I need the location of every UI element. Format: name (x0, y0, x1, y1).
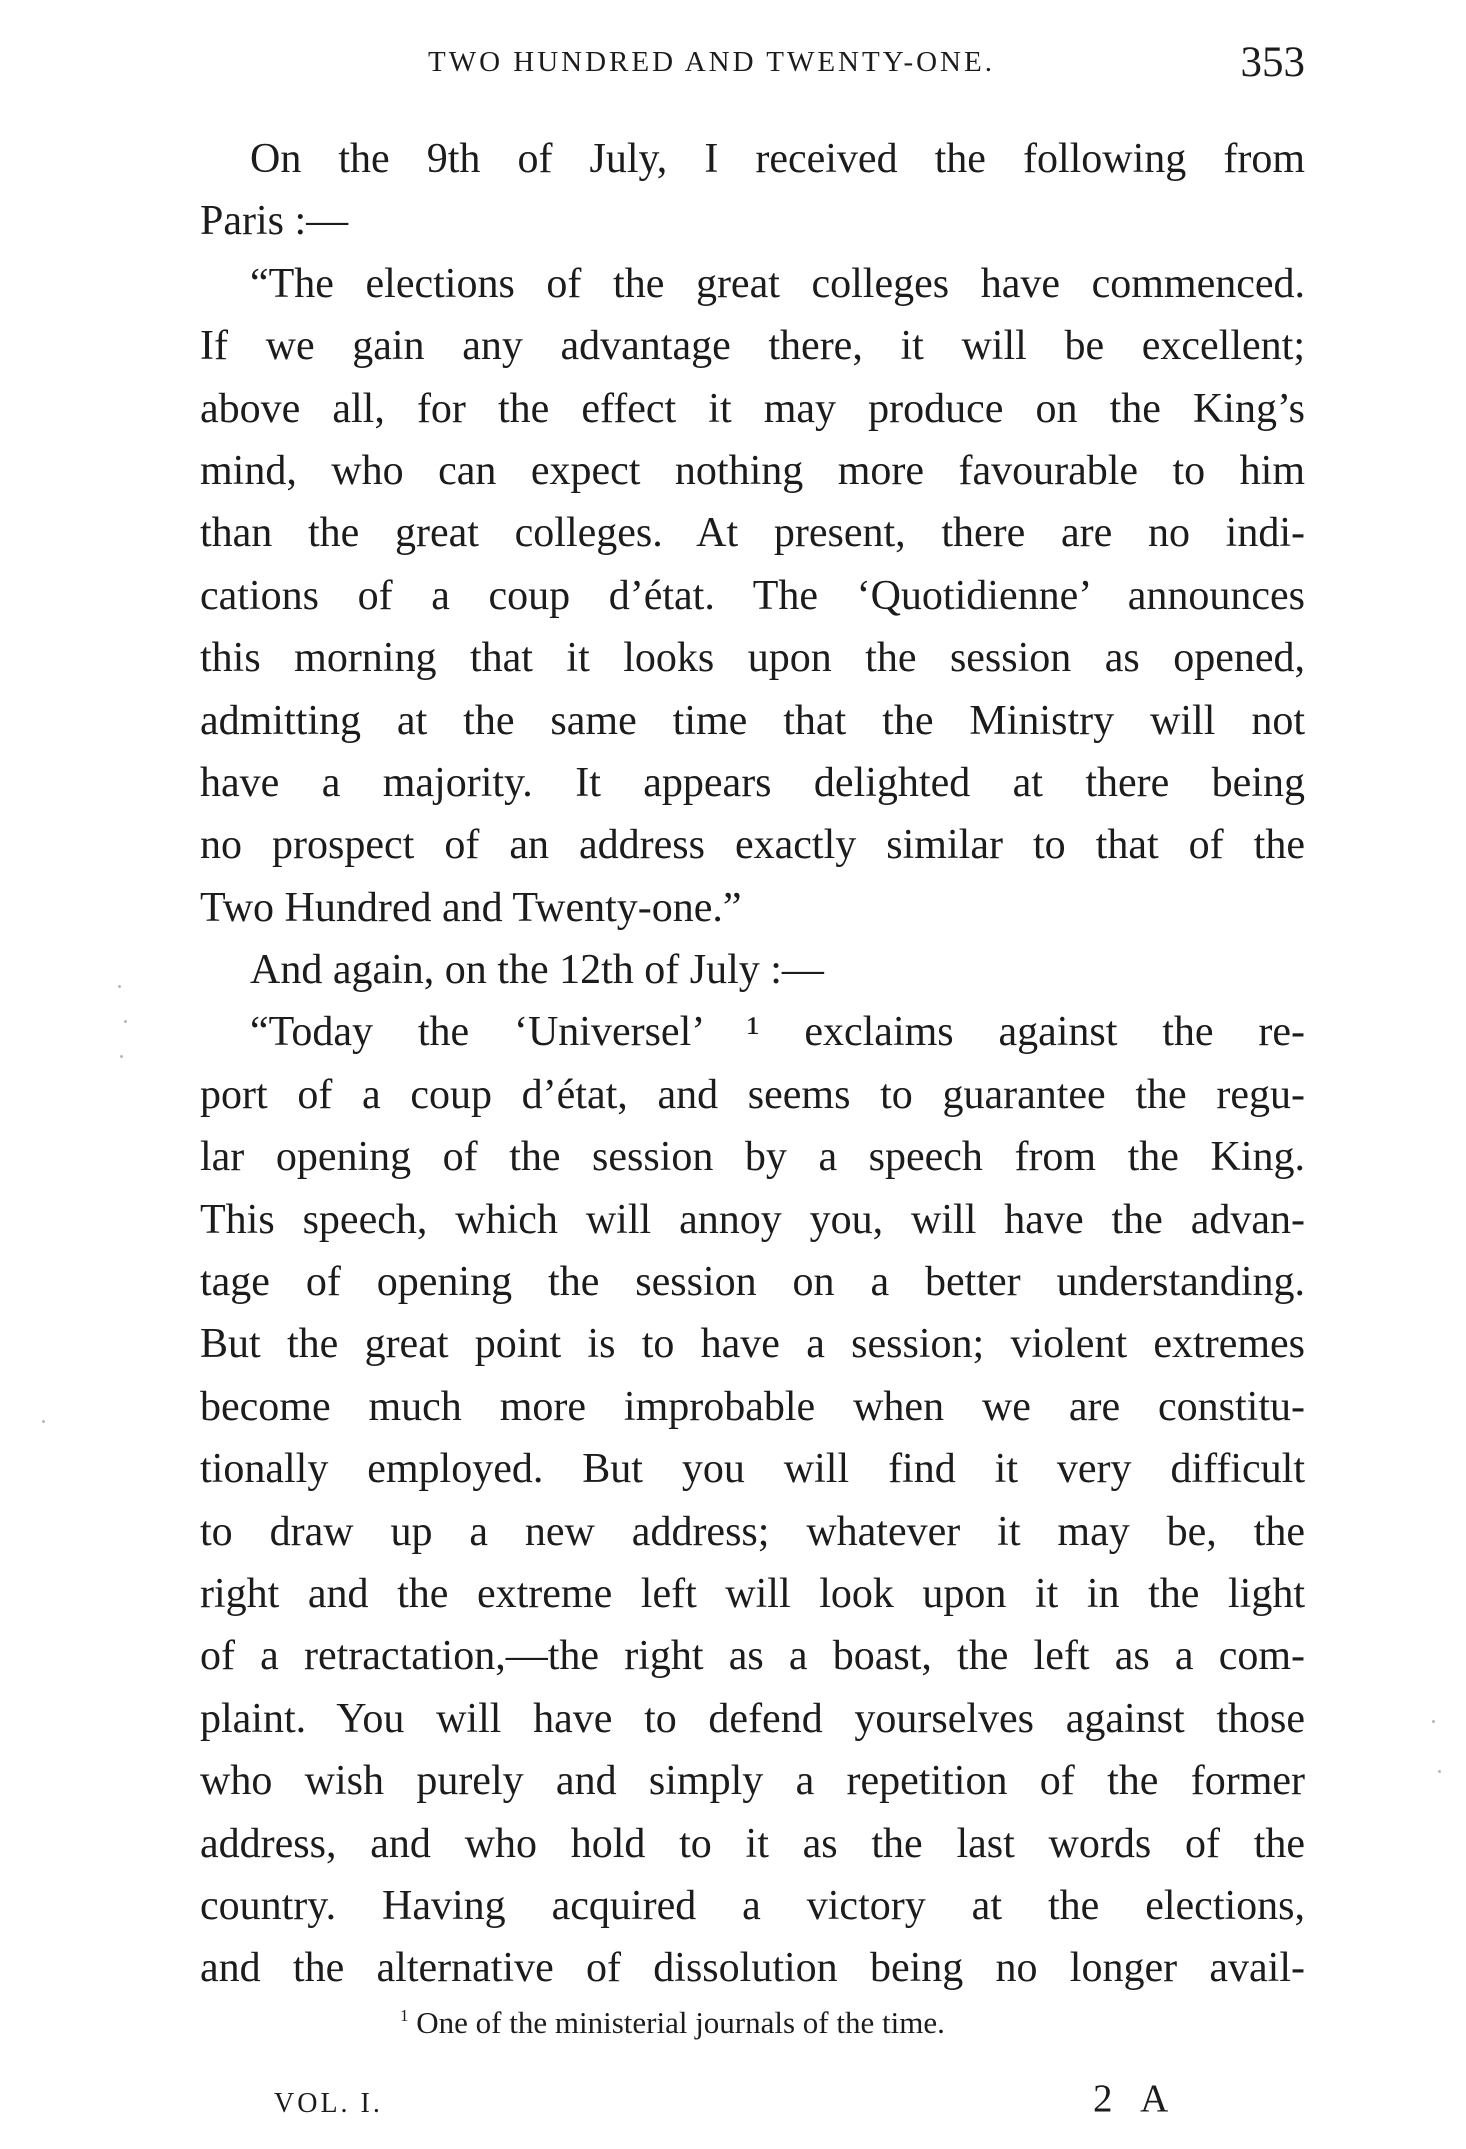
footnote-marker: 1 (400, 2006, 409, 2026)
paper-speck (124, 1020, 127, 1023)
page-number: 353 (1240, 39, 1305, 86)
volume-mark: VOL. I. (274, 2088, 383, 2119)
text-line: country. Having acquired a victory at the elections, (200, 1882, 1305, 1929)
text-line: who wish purely and simply a repetition of the former (200, 1758, 1305, 1805)
text-line: admitting at the same time that the Ministry will not (200, 697, 1305, 744)
running-head (200, 38, 1305, 88)
text-line: port of a coup d’état, and seems to guarantee the regu- (200, 1071, 1305, 1118)
paper-speck (120, 1055, 123, 1058)
text-line: On the 9th of July, I received the following from (250, 136, 1305, 182)
text-line: This speech, which will annoy you, will have the advan- (200, 1196, 1305, 1243)
paper-speck (42, 1420, 45, 1423)
text-line: to draw up a new address; whatever it may be, the (200, 1508, 1305, 1555)
text-line: and the alternative of dissolution being no longer avail- (200, 1945, 1305, 1992)
text-line: of a retractation,—the right as a boast, the left as a com- (200, 1633, 1305, 1680)
text-line: But the great point is to have a session; violent extremes (200, 1321, 1305, 1368)
text-line: If we gain any advantage there, it will be excellent; (200, 323, 1305, 370)
text-line: lar opening of the session by a speech from the King. (200, 1134, 1305, 1181)
text-line: above all, for the effect it may produce on the King’s (200, 385, 1305, 432)
text-line: this morning that it looks upon the session as opened, (200, 635, 1305, 682)
text-line: than the great colleges. At present, there are no indi- (200, 510, 1305, 557)
paper-speck (1438, 1770, 1441, 1773)
paper-speck (1432, 1720, 1435, 1723)
text-line: become much more improbable when we are constitu- (200, 1383, 1305, 1430)
paper-speck (118, 985, 121, 988)
text-line: Paris :— (200, 198, 349, 245)
text-line: mind, who can expect nothing more favourable to him (200, 447, 1305, 494)
text-line: no prospect of an address exactly similar to that of the (200, 822, 1305, 869)
text-line: “The elections of the great colleges have commenced. (250, 260, 1305, 307)
text-line: tage of opening the session on a better understanding. (200, 1259, 1305, 1306)
footnote-text: One of the ministerial journals of the time. (416, 2005, 945, 2040)
body-text (200, 128, 1305, 2000)
footnote (400, 2005, 945, 2041)
text-line: have a majority. It appears delighted at there being (200, 759, 1305, 806)
text-line: cations of a coup d’état. The ‘Quotidienne’ announces (200, 572, 1305, 619)
text-line: right and the extreme left will look upon it in the light (200, 1570, 1305, 1617)
text-line: tionally employed. But you will find it very difficult (200, 1446, 1305, 1493)
text-line: address, and who hold to it as the last words of the (200, 1820, 1305, 1867)
text-line: plaint. You will have to defend yourselves against those (200, 1695, 1305, 1742)
running-head-title: TWO HUNDRED AND TWENTY-ONE. (428, 46, 995, 78)
text-line: “Today the ‘Universel’ ¹ exclaims against the re- (250, 1009, 1305, 1056)
text-line: And again, on the 12th of July :— (250, 947, 824, 994)
text-line: Two Hundred and Twenty-one.” (200, 884, 742, 931)
signature-mark: 2 A (1093, 2077, 1179, 2120)
